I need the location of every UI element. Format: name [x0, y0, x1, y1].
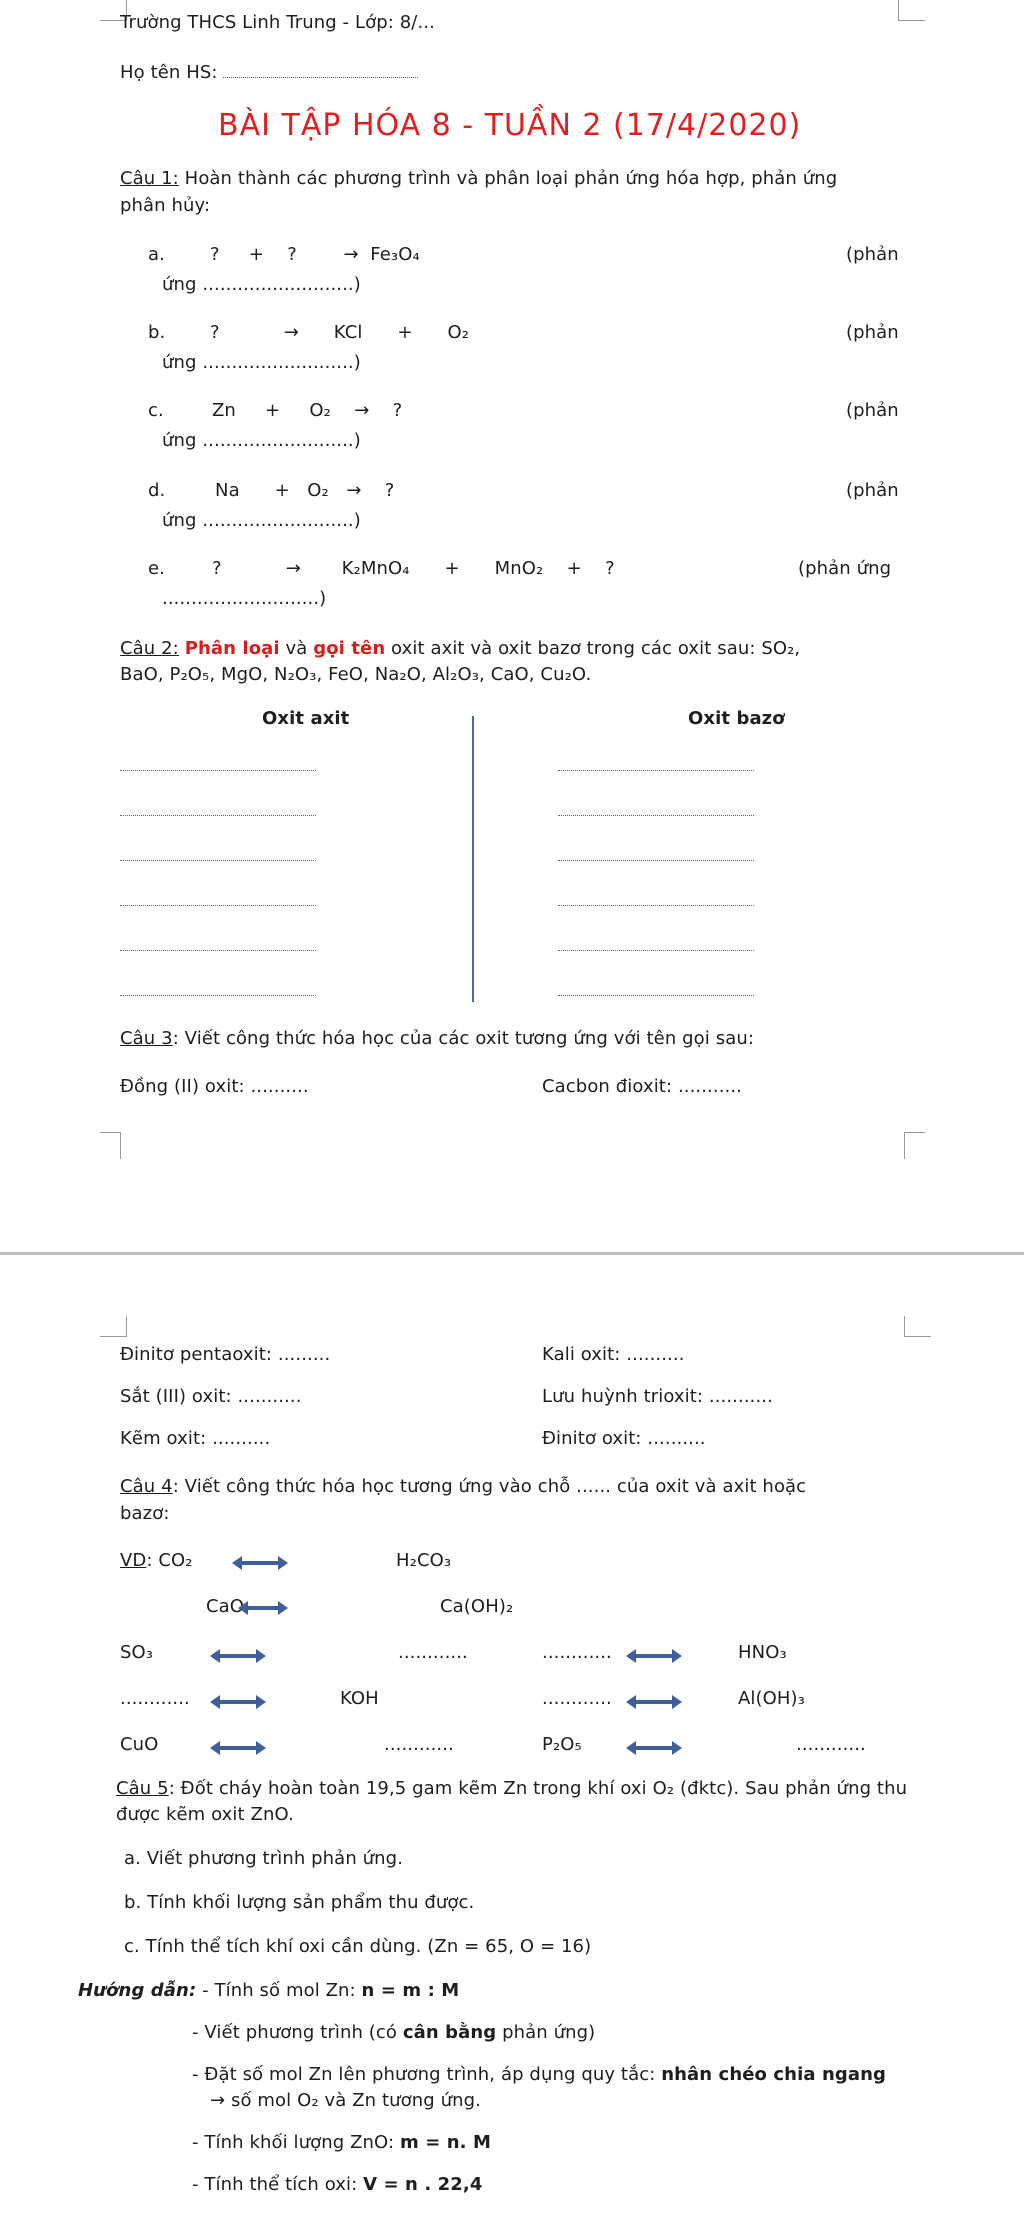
q3-item: Cacbon đioxit: ........... [542, 1076, 742, 1097]
answer-line[interactable] [120, 860, 316, 861]
column-divider [472, 716, 474, 1002]
student-line: Họ tên HS: [120, 62, 418, 83]
double-arrow-icon [218, 1700, 258, 1704]
so3: SO₃ [120, 1642, 154, 1663]
q3-item: Đinitơ pentaoxit: ......... [120, 1344, 331, 1365]
col-oxit-axit: Oxit axit [262, 708, 350, 729]
q5-a: a. Viết phương trình phản ứng. [124, 1848, 404, 1869]
crop-mark [904, 1316, 931, 1337]
guide-line2: - Viết phương trình (có cân bằng phản ứng) [192, 2022, 596, 2043]
q5-b: b. Tính khối lượng sản phẩm thu được. [124, 1892, 475, 1913]
guide-line6: - Tính thể tích oxi: V = n . 22,4 [192, 2174, 483, 2195]
q3-item: Đồng (II) oxit: .......... [120, 1076, 309, 1097]
blank[interactable]: ............ [542, 1688, 612, 1709]
answer-line[interactable] [120, 770, 316, 771]
q1b-note: (phản [846, 322, 899, 343]
hno3: HNO₃ [738, 1642, 787, 1663]
double-arrow-icon [634, 1746, 674, 1750]
double-arrow-icon [246, 1606, 280, 1610]
guide-line5: - Tính khối lượng ZnO: m = n. M [192, 2132, 491, 2153]
q4-line1: Câu 4: Viết công thức hóa học tương ứng vào chỗ ...... của oxit và axit hoặc [120, 1476, 807, 1497]
q4-line2: bazơ: [120, 1503, 170, 1524]
answer-line[interactable] [558, 995, 754, 996]
koh: KOH [340, 1688, 379, 1709]
double-arrow-icon [634, 1654, 674, 1658]
q1b-letter: b. [148, 322, 166, 343]
q1e-equation: ? → K₂MnO₄ + MnO₂ + ? [212, 558, 615, 579]
aloh3: Al(OH)₃ [738, 1688, 805, 1709]
p2o5: P₂O₅ [542, 1734, 582, 1755]
h2co3: H₂CO₃ [396, 1550, 452, 1571]
q1a-equation: ? + ? → Fe₃O₄ [210, 244, 420, 265]
guide-line3: - Đặt số mol Zn lên phương trình, áp dụng quy tắc: nhân chéo chia ngang [192, 2064, 886, 2085]
answer-line[interactable] [120, 815, 316, 816]
q2-line1: Câu 2: Phân loại và gọi tên oxit axit và oxit bazơ trong các oxit sau: SO₂, [120, 638, 801, 659]
q1d-letter: d. [148, 480, 166, 501]
school-line: Trường THCS Linh Trung - Lớp: 8/... [120, 12, 435, 33]
q1e-letter: e. [148, 558, 165, 579]
page-title: BÀI TẬP HÓA 8 - TUẦN 2 (17/4/2020) [218, 108, 802, 143]
q5-line2: được kẽm oxit ZnO. [116, 1804, 294, 1825]
answer-line[interactable] [558, 770, 754, 771]
q3-item: Kẽm oxit: .......... [120, 1428, 271, 1449]
q1c-note: (phản [846, 400, 899, 421]
guide-line4: → số mol O₂ và Zn tương ứng. [210, 2090, 481, 2111]
q1-line1: Câu 1: Hoàn thành các phương trình và phân loại phản ứng hóa hợp, phản ứng [120, 168, 838, 189]
q1d-cont: ứng ..........................) [162, 510, 361, 531]
q1e-note: (phản ứng [798, 558, 892, 579]
q1c-equation: Zn + O₂ → ? [212, 400, 403, 421]
answer-line[interactable] [120, 905, 316, 906]
q1-line2: phân hủy: [120, 195, 211, 216]
answer-line[interactable] [120, 995, 316, 996]
answer-line[interactable] [120, 950, 316, 951]
blank[interactable]: ............ [398, 1642, 468, 1663]
q1c-cont: ứng ..........................) [162, 430, 361, 451]
answer-line[interactable] [558, 815, 754, 816]
page-2 [0, 1256, 1024, 2217]
blank[interactable]: ............ [120, 1688, 190, 1709]
q1c-letter: c. [148, 400, 164, 421]
q1e-cont: ...........................) [162, 588, 327, 609]
caoh2: Ca(OH)₂ [440, 1596, 514, 1617]
answer-line[interactable] [558, 860, 754, 861]
vd-example: VD: CO₂ [120, 1550, 193, 1571]
double-arrow-icon [634, 1700, 674, 1704]
q1a-cont: ứng ..........................) [162, 274, 361, 295]
cao: CaO [206, 1596, 245, 1617]
crop-mark [904, 1132, 925, 1159]
guide-line1: Hướng dẫn: - Tính số mol Zn: n = m : M [78, 1980, 460, 2001]
q3-item: Kali oxit: .......... [542, 1344, 685, 1365]
q5-line1: Câu 5: Đốt cháy hoàn toàn 19,5 gam kẽm Zn trong khí oxi O₂ (đktc). Sau phản ứng thu [116, 1778, 908, 1799]
q1a-letter: a. [148, 244, 165, 265]
blank[interactable]: ............ [384, 1734, 454, 1755]
double-arrow-icon [240, 1561, 280, 1565]
q3-item: Sắt (III) oxit: ........... [120, 1386, 302, 1407]
q1b-equation: ? → KCl + O₂ [210, 322, 470, 343]
q1b-cont: ứng ..........................) [162, 352, 361, 373]
q5-c: c. Tính thể tích khí oxi cần dùng. (Zn = 65, O = 16) [124, 1936, 592, 1957]
page-separator [0, 1252, 1024, 1255]
q1d-note: (phản [846, 480, 899, 501]
col-oxit-bazo: Oxit bazơ [688, 708, 785, 729]
q3-line1: Câu 3: Viết công thức hóa học của các oxit tương ứng với tên gọi sau: [120, 1028, 754, 1049]
crop-mark [100, 1316, 127, 1337]
cuo: CuO [120, 1734, 159, 1755]
q1d-equation: Na + O₂ → ? [215, 480, 395, 501]
q2-line2: BaO, P₂O₅, MgO, N₂O₃, FeO, Na₂O, Al₂O₃, CaO, Cu₂O. [120, 664, 592, 685]
blank[interactable]: ............ [796, 1734, 866, 1755]
q3-item: Đinitơ oxit: .......... [542, 1428, 706, 1449]
q3-item: Lưu huỳnh trioxit: ........... [542, 1386, 773, 1407]
double-arrow-icon [218, 1654, 258, 1658]
crop-mark [898, 0, 925, 21]
q1a-note: (phản [846, 244, 899, 265]
answer-line[interactable] [558, 905, 754, 906]
crop-mark [100, 1132, 121, 1159]
answer-line[interactable] [558, 950, 754, 951]
blank[interactable]: ............ [542, 1642, 612, 1663]
double-arrow-icon [218, 1746, 258, 1750]
